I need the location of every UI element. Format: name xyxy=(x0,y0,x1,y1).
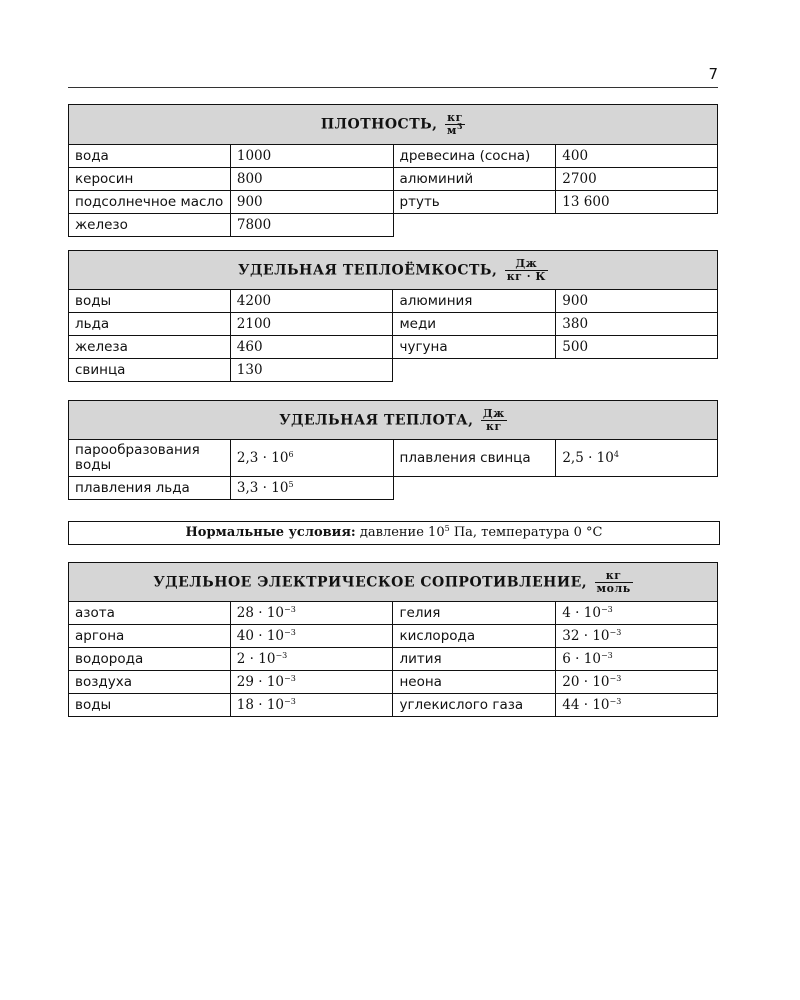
table-cell-value: $32 \cdot 10^{-3}$ xyxy=(556,625,718,648)
table-row xyxy=(69,694,718,717)
heat-capacity-block xyxy=(68,250,718,382)
table-cell-value: 2700 xyxy=(556,168,718,191)
table-cell-label: водорода xyxy=(69,648,231,671)
table-cell-value: 130 xyxy=(230,359,393,382)
empty-cell xyxy=(393,214,556,237)
header-rule xyxy=(68,87,718,88)
table-cell-label: алюминий xyxy=(393,168,556,191)
table-row xyxy=(69,440,718,477)
table-cell-value: 4200 xyxy=(230,290,393,313)
specific-heat-unit-den: кг xyxy=(486,419,502,433)
table-cell-label: аргона xyxy=(69,625,231,648)
resistance-table xyxy=(68,562,718,717)
table-cell-value: 900 xyxy=(230,191,393,214)
table-cell-label: воздуха xyxy=(69,671,231,694)
table-cell-value: $28 \cdot 10^{-3}$ xyxy=(230,602,393,625)
empty-cell xyxy=(556,359,718,382)
table-cell-label: воды xyxy=(69,694,231,717)
table-cell-value: 800 xyxy=(230,168,393,191)
table-cell-label: железо xyxy=(69,214,231,237)
table-cell-label: древесина (сосна) xyxy=(393,145,556,168)
heat-capacity-rows xyxy=(69,290,718,382)
table-cell-label: углекислого газа xyxy=(393,694,556,717)
heat-capacity-title: УДЕЛЬНАЯ ТЕПЛОЁМКОСТЬ, xyxy=(238,262,498,278)
table-cell-value: 400 xyxy=(556,145,718,168)
table-cell-label: лития xyxy=(393,648,556,671)
table-cell-value: 1000 xyxy=(230,145,393,168)
table-row xyxy=(69,671,718,694)
table-row xyxy=(69,191,718,214)
table-row xyxy=(69,477,718,500)
specific-heat-header xyxy=(69,401,718,440)
normal-conditions-text-after: Па, температура 0 °С xyxy=(449,525,603,540)
density-unit-den: $м^3$ xyxy=(446,121,464,137)
table-cell-label: подсолнечное масло xyxy=(69,191,231,214)
empty-cell xyxy=(393,359,556,382)
resistance-header xyxy=(69,563,718,602)
normal-conditions-label: Нормальные условия: xyxy=(185,525,356,540)
specific-heat-unit-num: Дж xyxy=(482,406,505,420)
normal-conditions-text-before: давление 10 xyxy=(355,525,445,540)
normal-conditions-box xyxy=(68,521,720,545)
resistance-block xyxy=(68,562,718,717)
table-cell-value: 13 600 xyxy=(556,191,718,214)
resistance-unit-den: моль xyxy=(596,581,631,595)
density-unit-num: кг xyxy=(445,112,465,125)
resistance-unit-num: кг xyxy=(595,570,633,583)
specific-heat-title: УДЕЛЬНАЯ ТЕПЛОТА, xyxy=(279,412,474,428)
specific-heat-block xyxy=(68,400,718,500)
table-row xyxy=(69,290,718,313)
table-cell-value: $2,3 \cdot 10^6$ xyxy=(230,440,393,477)
table-cell-label: парообразования воды xyxy=(69,440,231,477)
table-row xyxy=(69,602,718,625)
table-cell-value: $3,3 \cdot 10^5$ xyxy=(230,477,393,500)
density-title: ПЛОТНОСТЬ, xyxy=(320,116,438,133)
table-cell-value: 500 xyxy=(556,336,718,359)
table-cell-label: свинца xyxy=(69,359,231,382)
table-cell-value: $44 \cdot 10^{-3}$ xyxy=(556,694,718,717)
table-cell-label: воды xyxy=(69,290,231,313)
density-unit xyxy=(445,112,465,137)
empty-cell xyxy=(556,477,718,500)
specific-heat-unit xyxy=(481,408,507,433)
table-cell-label: кислорода xyxy=(393,625,556,648)
table-cell-value: 7800 xyxy=(230,214,393,237)
table-row xyxy=(69,625,718,648)
table-cell-value: $4 \cdot 10^{-3}$ xyxy=(556,602,718,625)
table-cell-label: керосин xyxy=(69,168,231,191)
table-cell-label: алюминия xyxy=(393,290,556,313)
table-cell-label: азота xyxy=(69,602,231,625)
density-rows xyxy=(69,145,718,237)
table-cell-label: льда xyxy=(69,313,231,336)
table-cell-value: $6 \cdot 10^{-3}$ xyxy=(556,648,718,671)
table-cell-value: $2 \cdot 10^{-3}$ xyxy=(230,648,393,671)
heat-capacity-unit-num: Дж xyxy=(505,258,548,271)
table-row xyxy=(69,336,718,359)
heat-capacity-header xyxy=(69,251,718,290)
resistance-unit xyxy=(595,570,633,595)
resistance-title: УДЕЛЬНОЕ ЭЛЕКТРИЧЕСКОЕ СОПРОТИВЛЕНИЕ, xyxy=(153,574,588,590)
table-row xyxy=(69,214,718,237)
empty-cell xyxy=(393,477,556,500)
table-cell-label: меди xyxy=(393,313,556,336)
table-cell-label: плавления свинца xyxy=(393,440,556,477)
density-table-block xyxy=(68,104,718,237)
table-row xyxy=(69,359,718,382)
table-cell-value: $18 \cdot 10^{-3}$ xyxy=(230,694,393,717)
table-cell-value: $40 \cdot 10^{-3}$ xyxy=(230,625,393,648)
table-cell-label: неона xyxy=(393,671,556,694)
heat-capacity-unit xyxy=(505,258,548,283)
table-row xyxy=(69,145,718,168)
table-cell-label: чугуна xyxy=(393,336,556,359)
table-cell-value: 380 xyxy=(556,313,718,336)
table-cell-value: 2100 xyxy=(230,313,393,336)
normal-conditions-exp: 5 xyxy=(444,524,450,533)
density-table xyxy=(68,104,718,237)
resistance-rows xyxy=(69,602,718,717)
table-row xyxy=(69,648,718,671)
table-row xyxy=(69,168,718,191)
table-cell-label: ртуть xyxy=(393,191,556,214)
table-cell-label: плавления льда xyxy=(69,477,231,500)
table-cell-value: $2,5 \cdot 10^4$ xyxy=(556,440,718,477)
heat-capacity-table xyxy=(68,250,718,382)
table-cell-value: $20 \cdot 10^{-3}$ xyxy=(556,671,718,694)
table-cell-label: железа xyxy=(69,336,231,359)
table-cell-label: гелия xyxy=(393,602,556,625)
table-cell-value: 900 xyxy=(556,290,718,313)
table-cell-label: вода xyxy=(69,145,231,168)
heat-capacity-unit-den: кг · К xyxy=(506,269,546,283)
table-cell-value: $29 \cdot 10^{-3}$ xyxy=(230,671,393,694)
density-header xyxy=(69,105,718,145)
empty-cell xyxy=(556,214,718,237)
page-number: 7 xyxy=(708,65,718,83)
table-cell-value: 460 xyxy=(230,336,393,359)
table-row xyxy=(69,313,718,336)
specific-heat-table xyxy=(68,400,718,500)
